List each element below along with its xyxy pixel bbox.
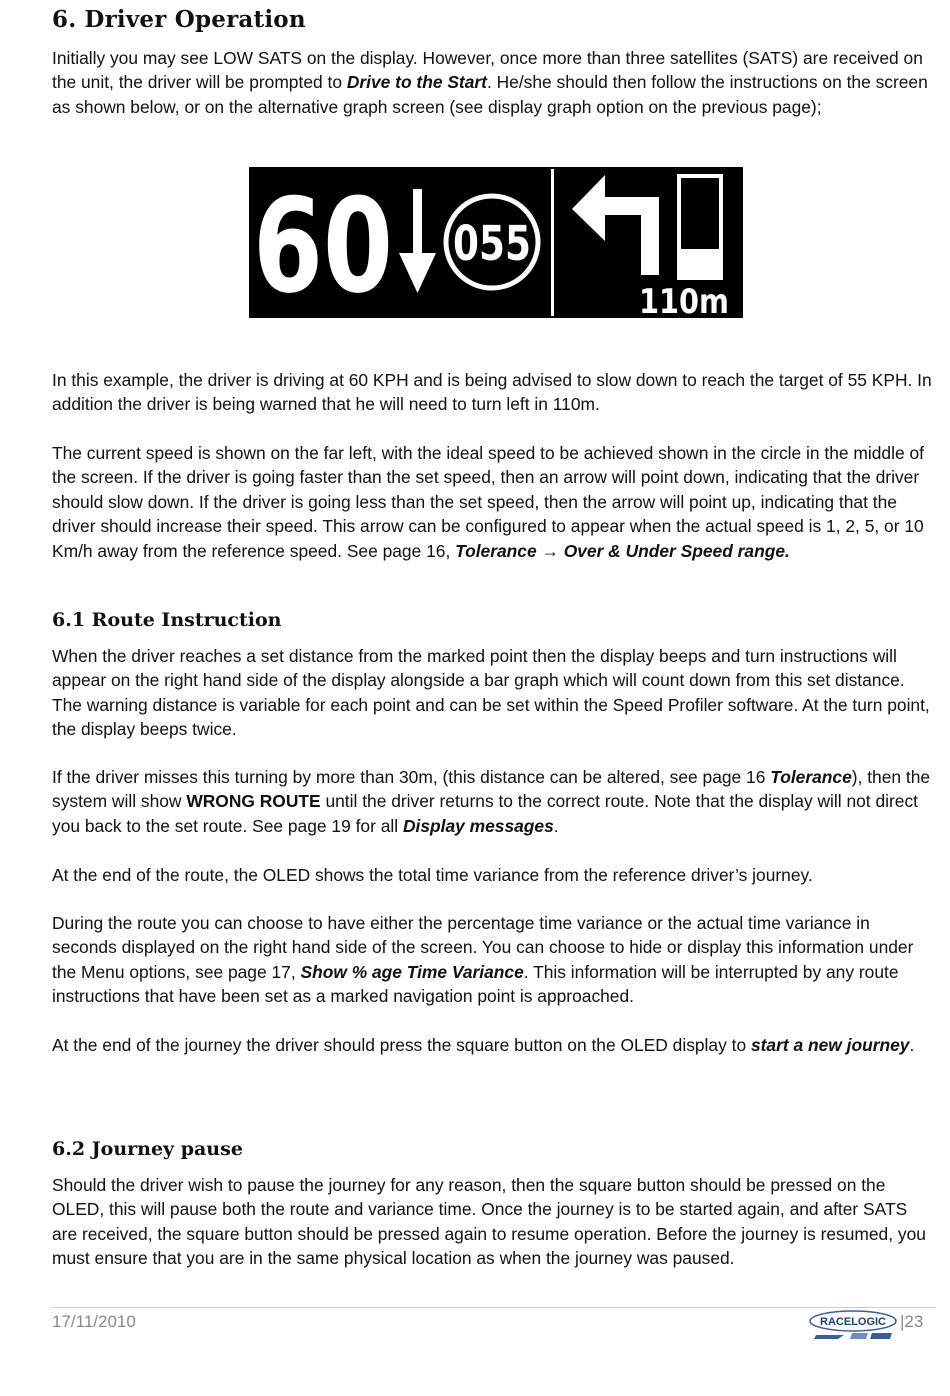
footer-date: 17/11/2010	[52, 1312, 136, 1331]
route-instruction-heading: 6.1 Route Instruction	[52, 609, 282, 631]
tolerance-reference: Tolerance	[455, 540, 537, 561]
turn-distance-readout: 110m	[639, 282, 729, 318]
section-number: 6.	[52, 6, 77, 33]
speed-explanation-text: The current speed is shown on the far left, with the ideal speed to be achieved shown in the circle in the middle of the screen. If the driver is going faster than the set speed, then an arrow will point down, indicating that the driver should slow down. If the driver is going less than the set speed, then the arrow will point up, indicating that the driver should increase their speed. This arrow can be configured to appear when the actual speed is 1, 2, 5, or 10 Km/h away from the reference speed. See page 16,	[52, 443, 924, 561]
intro-text-1: Initially you may see LOW SATS on the display. However, once more than three satellites (SATS) are received on the unit, the driver will be prompted to	[52, 48, 923, 93]
route-paragraph-2	[52, 765, 936, 838]
arrow-glyph: →	[536, 540, 564, 561]
route-paragraph-4	[52, 911, 936, 1009]
page-number: |23	[900, 1312, 924, 1331]
route-p4-text-a: During the route you can choose to have either the percentage time variance or the actual time variance in seconds displayed on the right hand side of the screen. You can choose to hide or display this information under the Menu options, see page 17,	[52, 913, 914, 982]
route-p5-text-a: At the end of the journey the driver should press the square button on the OLED display to	[52, 1035, 751, 1055]
speed-range-reference: Over & Under Speed range.	[563, 540, 790, 561]
turn-left-arrow-icon	[572, 175, 659, 275]
logo-text: RACELOGIC	[820, 1316, 886, 1328]
route-p2-text-e: .	[553, 815, 559, 836]
example-paragraph: In this example, the driver is driving at 60 KPH and is being advised to slow down to reach the target of 55 KPH. In addition the driver is being warned that he will need to turn left in 110m.	[52, 370, 932, 415]
display-divider	[551, 169, 554, 316]
journey-pause-heading: 6.2 Journey pause	[52, 1138, 243, 1160]
start-new-journey-reference: start a new journey	[750, 1035, 910, 1055]
route-paragraph-3: At the end of the route, the OLED shows the total time variance from the reference driver’s journey.	[52, 865, 813, 885]
route-paragraph-5	[52, 1033, 936, 1057]
route-p2-text-a: If the driver misses this turning by more than 30m, (this distance can be altered, see page 16	[52, 767, 771, 787]
route-paragraph-1: When the driver reaches a set distance from the marked point then the display beeps and turn instructions will appear on the right hand side of the display alongside a bar graph which will count down from this set distance. The warning distance is variable for each point and can be set within the Speed Profiler software. At the turn point, the display beeps twice.	[52, 646, 930, 740]
intro-emphasis: Drive to the Start	[346, 72, 487, 93]
oled-display-graphic	[249, 167, 743, 318]
intro-text-2: . He/she should then follow the instructions on the screen as shown below, or on the alternative graph screen (see display graph option on the previous page);	[52, 72, 928, 117]
racelogic-logo	[808, 1309, 898, 1341]
wrong-route-message: WRONG ROUTE	[186, 791, 321, 812]
journey-pause-paragraph: Should the driver wish to pause the journey for any reason, then the square button should be pressed on the OLED, this will pause both the route and variance time. Once the journey is to be started again, and after SATS are received, the square button should be pressed again to resume operation. Before the journey is resumed, you must ensure that you are in the same physical location as when the journey was paused.	[52, 1175, 926, 1269]
time-variance-reference: Show % age Time Variance	[300, 961, 524, 982]
oled-display-photo	[249, 167, 743, 318]
section-heading	[52, 6, 306, 33]
speed-explanation-paragraph	[52, 441, 936, 563]
route-p2-text-c: ), then the system will show	[52, 767, 931, 812]
intro-paragraph	[52, 46, 936, 119]
route-tolerance-reference: Tolerance	[770, 767, 852, 787]
route-p2-text-d: until the driver returns to the correct route. Note that the display will not direct you back to the set route. See page 19 for all	[52, 791, 918, 836]
target-speed-readout: 055	[453, 216, 531, 272]
route-p5-text-c: .	[909, 1035, 915, 1055]
target-speed-circle	[446, 196, 538, 288]
section-title: Driver Operation	[84, 6, 306, 33]
footer-divider	[52, 1307, 936, 1308]
down-arrow-icon	[399, 189, 436, 293]
bar-graph-icon	[679, 176, 721, 278]
display-messages-reference: Display messages	[402, 815, 554, 836]
current-speed-readout: 60	[253, 170, 393, 318]
route-p4-text-c: . This information will be interrupted by any route instructions that have been set as a marked navigation point is approached.	[52, 961, 899, 1007]
